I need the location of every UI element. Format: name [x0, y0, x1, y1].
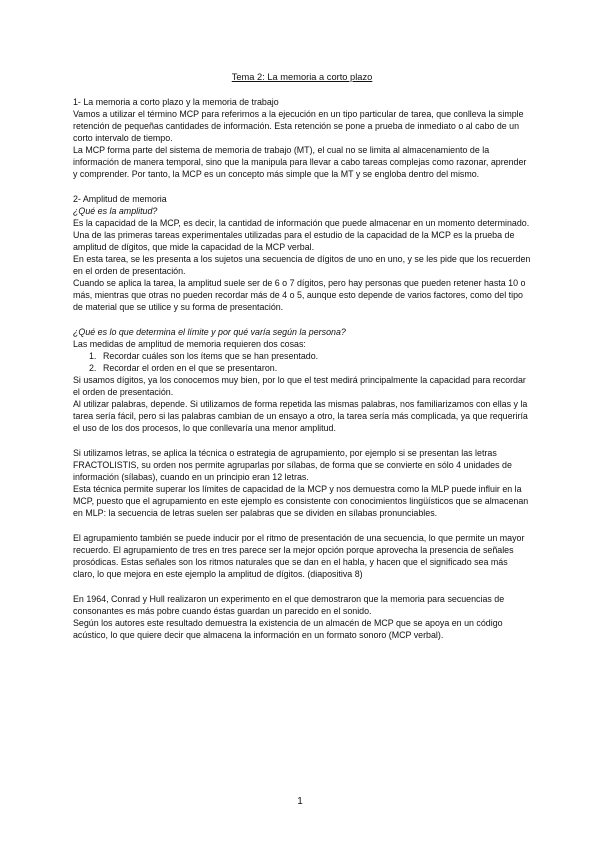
section-heading: 1- La memoria a corto plazo y la memoria de trabajo: [73, 97, 279, 107]
paragraph: Según los autores este resultado demuestra la existencia de un almacén de MCP que se apoya en un código acústico, lo que quiere decir que almacena la información en un formato sonoro (MCP verbal).: [73, 618, 503, 640]
section-6: [73, 593, 531, 641]
question-subheading: ¿Qué es lo que determina el límite y por qué varía según la persona?: [73, 327, 346, 337]
page-title: Tema 2: La memoria a corto plazo: [231, 72, 373, 82]
list-number: 1.: [89, 351, 97, 361]
paragraph: Cuando se aplica la tarea, la amplitud suele ser de 6 o 7 dígitos, pero hay personas que pueden retener hasta 10 o más, mientras que otras no pueden recordar más de 4 o 5, aunque esto depende de varios factores, como del tipo de material que se utilice y su forma de presentación.: [73, 278, 526, 312]
paragraph: La MCP forma parte del sistema de memoria de trabajo (MT), el cual no se limita al almacenamiento de la información de manera temporal, sino que la manipula para llevar a cabo tareas complejas como razonar, aprender y comprender. Por tanto, la MCP es un concepto más simple que la MT y se engloba dentro del mismo.: [73, 145, 527, 179]
section-5: [73, 532, 531, 580]
paragraph: Si usamos dígitos, ya los conocemos muy bien, por lo que el test medirá principalmente la capacidad para recordar el orden de presentación.: [73, 375, 526, 397]
section-3: [73, 326, 531, 434]
question-subheading: ¿Qué es la amplitud?: [73, 206, 158, 216]
document-page: [73, 72, 531, 654]
list-item: [73, 362, 531, 374]
paragraph: Al utilizar palabras, depende. Si utilizamos de forma repetida las mismas palabras, nos familiarizamos con ellas y la tarea sería fácil, pero si las palabras cambian de un ensayo a otro, la tarea sería más complicada, ya que requeriría el uso de los dos procesos, lo que conllevaría una menor amplitud.: [73, 399, 528, 433]
list-item-text: Recordar cuáles son los ítems que se han presentado.: [103, 351, 319, 361]
paragraph: Las medidas de amplitud de memoria requieren dos cosas:: [73, 339, 306, 349]
list-number: 2.: [89, 363, 97, 373]
paragraph: Es la capacidad de la MCP, es decir, la cantidad de información que puede almacenar en un momento determinado.: [73, 218, 530, 228]
paragraph: Vamos a utilizar el término MCP para referirnos a la ejecución en un tipo particular de tarea, que conlleva la simple retención de pequeñas cantidades de información. Esta retención se pone a prueba de inmediato o al cabo de un corto intervalo de tiempo.: [73, 109, 524, 143]
paragraph: Una de las primeras tareas experimentales utilizadas para el estudio de la capacidad de la MCP es la prueba de amplitud de dígitos, que mide la capacidad de la MCP verbal.: [73, 230, 515, 252]
paragraph: En esta tarea, se les presenta a los sujetos una secuencia de dígitos de uno en uno, y se les pide que los recuerden en el orden de presentación.: [73, 254, 531, 276]
section-heading: 2- Amplitud de memoria: [73, 194, 167, 204]
page-number: 1: [297, 796, 303, 807]
paragraph: En 1964, Conrad y Hull realizaron un experimento en el que demostraron que la memoria para secuencias de consonantes es más pobre cuando éstas guardan un parecido en el sonido.: [73, 594, 505, 616]
list-item-text: Recordar el orden en el que se presentaron.: [103, 363, 278, 373]
numbered-list: [73, 350, 531, 374]
section-4: [73, 447, 531, 519]
paragraph: Esta técnica permite superar los límites de capacidad de la MCP y nos demuestra como la MLP puede influir en la MCP, puesto que el agrupamiento en este ejemplo es consistente con conocimientos lingüísticos que se almacenan en MLP: la secuencia de letras suelen ser palabras que se dividen en sílabas pronunciables.: [73, 484, 529, 518]
list-item: [73, 350, 531, 362]
paragraph: Si utilizamos letras, se aplica la técnica o estrategia de agrupamiento, por ejemplo si se presentan las letras FRACTOLISTIS, su orden nos permite agruparlas por sílabas, de forma que se convierte en sólo 4 unidades de información (sílabas), cuando en un principio eran 12 letras.: [73, 448, 512, 482]
section-2: [73, 193, 531, 313]
paragraph: El agrupamiento también se puede inducir por el ritmo de presentación de una secuencia, lo que permite un mayor recuerdo. El agrupamiento de tres en tres parece ser la mejor opción porque aprovecha la presencia de señales prosódicas. Estas señales son los ritmos naturales que se dan en el habla, y hacen que el significado sea más claro, lo que mejora en este ejemplo la amplitud de dígitos. (diapositiva 8): [73, 533, 525, 579]
section-1: [73, 96, 531, 180]
